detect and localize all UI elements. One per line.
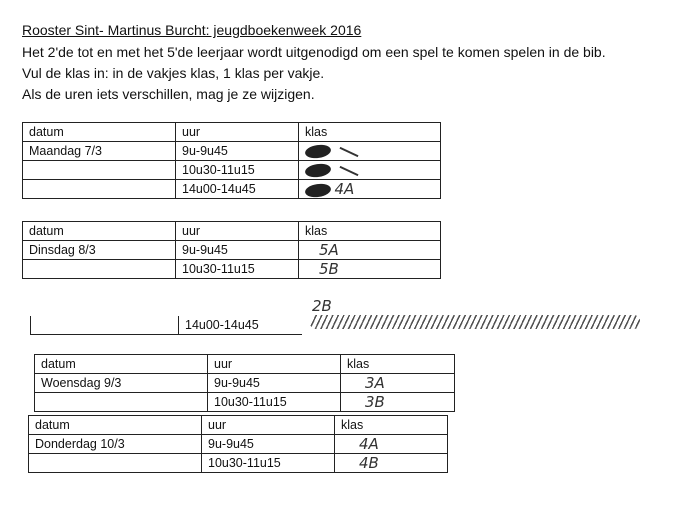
- time-cell: 10u30-11u15: [202, 454, 335, 473]
- klas-cell[interactable]: [335, 454, 448, 473]
- time-cell: 9u-9u45: [176, 142, 299, 161]
- klas-cell[interactable]: [299, 161, 441, 180]
- table-row: [23, 180, 441, 199]
- dinsdag-extra-row: [30, 297, 625, 336]
- scribble-mark: [304, 182, 332, 198]
- table-donderdag: [28, 415, 448, 473]
- time-cell: 10u30-11u15: [208, 393, 341, 412]
- table-row: [35, 374, 455, 393]
- row-border: [30, 316, 31, 334]
- klas-value: 4A: [359, 435, 379, 453]
- header-datum: datum: [23, 123, 176, 142]
- header-klas: klas: [341, 355, 455, 374]
- klas-cell[interactable]: [299, 180, 441, 199]
- table-row: [35, 393, 455, 412]
- table-maandag: [22, 122, 441, 199]
- header-uur: uur: [208, 355, 341, 374]
- date-cell: [35, 393, 208, 412]
- klas-value: 2B: [312, 297, 332, 315]
- scribble-mark: [304, 162, 332, 178]
- row-border: [30, 334, 302, 335]
- scribble-mark: [304, 143, 332, 159]
- klas-cell[interactable]: [335, 435, 448, 454]
- table-row: [29, 454, 448, 473]
- table-woensdag: [34, 354, 455, 412]
- slash-mark: [340, 146, 359, 156]
- klas-cell[interactable]: [299, 241, 441, 260]
- date-cell: Woensdag 9/3: [35, 374, 208, 393]
- header-klas: klas: [299, 222, 441, 241]
- header-datum: datum: [29, 416, 202, 435]
- time-cell: 9u-9u45: [208, 374, 341, 393]
- table-header-row: [29, 416, 448, 435]
- klas-cell[interactable]: [299, 260, 441, 279]
- header-uur: uur: [202, 416, 335, 435]
- header-datum: datum: [23, 222, 176, 241]
- table-row: [23, 260, 441, 279]
- header-datum: datum: [35, 355, 208, 374]
- time-cell: 9u-9u45: [202, 435, 335, 454]
- klas-value: 5B: [319, 260, 339, 278]
- table-row: [23, 161, 441, 180]
- table-row: [23, 142, 441, 161]
- klas-value: 3A: [365, 374, 385, 392]
- time-cell: 9u-9u45: [176, 241, 299, 260]
- row-border: [178, 316, 179, 334]
- date-cell: [29, 454, 202, 473]
- date-cell: Donderdag 10/3: [29, 435, 202, 454]
- scribble-mark: [310, 315, 640, 329]
- klas-value: 4B: [359, 454, 379, 472]
- header-uur: uur: [176, 123, 299, 142]
- time-cell: 14u00-14u45: [176, 180, 299, 199]
- klas-cell[interactable]: [341, 393, 455, 412]
- table-header-row: [23, 123, 441, 142]
- table-row: [29, 435, 448, 454]
- header-uur: uur: [176, 222, 299, 241]
- intro-line-2: Vul de klas in: in de vakjes klas, 1 klas per vakje.: [22, 65, 325, 81]
- klas-cell[interactable]: [341, 374, 455, 393]
- date-cell: [23, 260, 176, 279]
- klas-cell[interactable]: [299, 142, 441, 161]
- date-cell: Dinsdag 8/3: [23, 241, 176, 260]
- date-cell: Maandag 7/3: [23, 142, 176, 161]
- table-dinsdag: [22, 221, 441, 279]
- table-header-row: [35, 355, 455, 374]
- table-row: [23, 241, 441, 260]
- intro-line-1: Het 2'de tot en met het 5'de leerjaar wordt uitgenodigd om een spel te komen spelen in de bib.: [22, 44, 606, 60]
- header-klas: klas: [299, 123, 441, 142]
- document-title: Rooster Sint- Martinus Burcht: jeugdboekenweek 2016: [22, 22, 362, 38]
- date-cell: [23, 161, 176, 180]
- time-cell: 10u30-11u15: [176, 260, 299, 279]
- table-header-row: [23, 222, 441, 241]
- time-cell: 14u00-14u45: [185, 318, 259, 332]
- time-cell: 10u30-11u15: [176, 161, 299, 180]
- klas-value: 4A: [334, 180, 355, 198]
- header-klas: klas: [335, 416, 448, 435]
- klas-value: 3B: [365, 393, 385, 411]
- date-cell: [23, 180, 176, 199]
- klas-value: 5A: [319, 241, 339, 259]
- slash-mark: [340, 165, 359, 175]
- intro-line-3: Als de uren iets verschillen, mag je ze wijzigen.: [22, 86, 315, 102]
